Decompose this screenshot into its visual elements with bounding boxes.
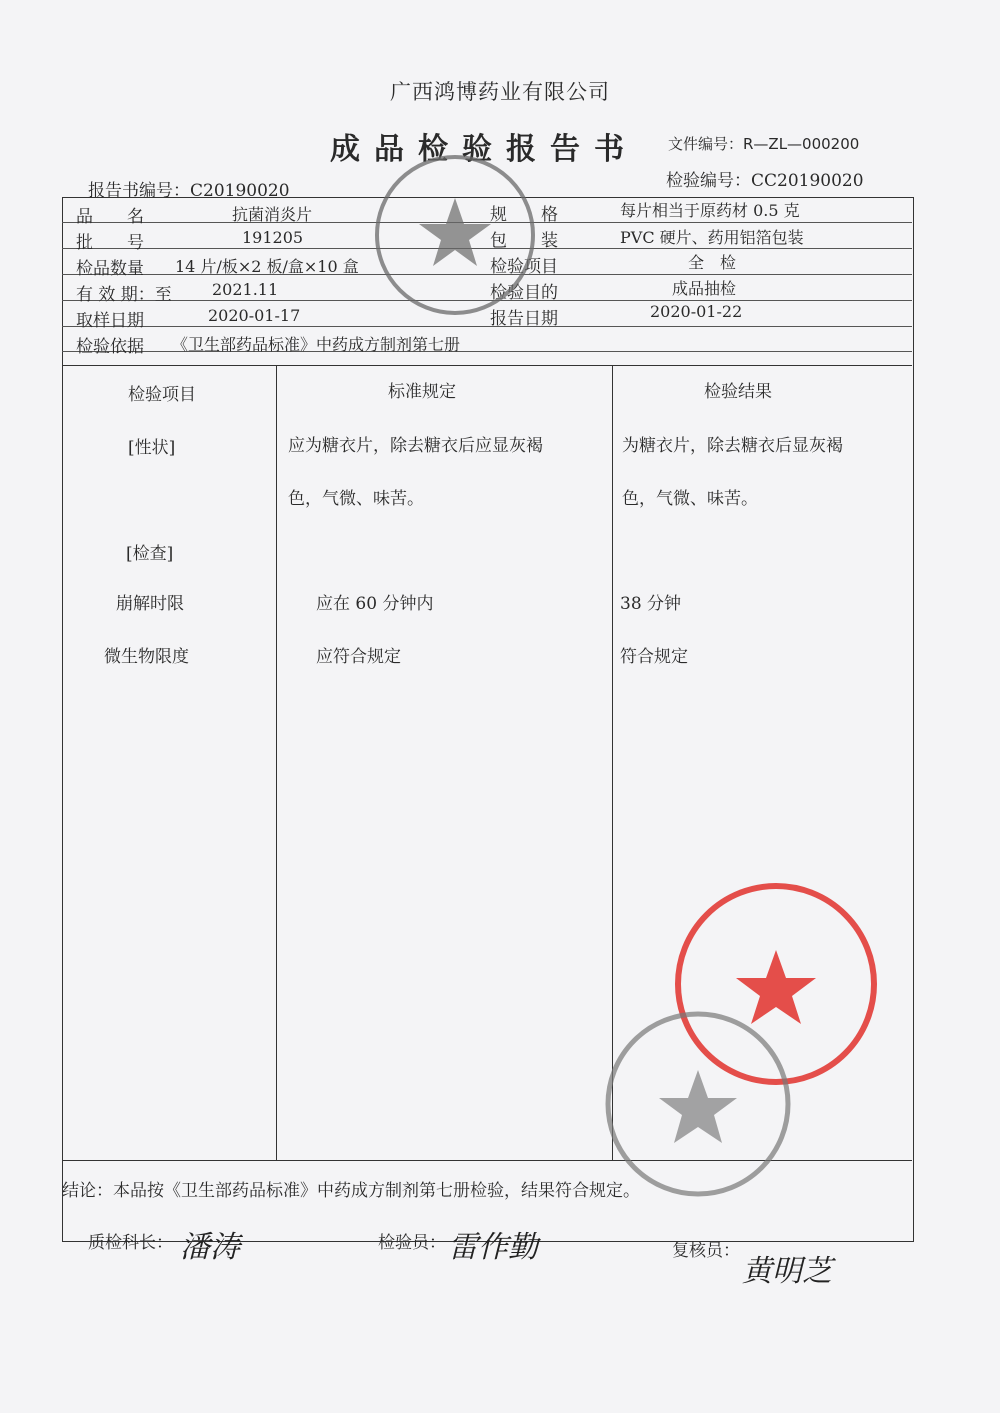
inspector-signature: 雷作勤 [448,1230,538,1265]
header-standard: 标准规定 [388,382,456,402]
package-label: 包 装 [490,231,558,251]
spec-label: 规 格 [490,205,558,225]
trait-standard-line2: 色，气微、味苦。 [288,489,424,509]
disintegration-label: 崩解时限 [116,594,184,614]
check-label: [检查] [126,544,174,564]
basis-value: 《卫生部药品标准》中药成方制剂第七册 [172,335,461,354]
microbe-result: 符合规定 [620,647,688,667]
spec-value: 每片相当于原药材 0.5 克 [620,201,800,220]
product-label: 品 名 [76,207,144,227]
basis-label: 检验依据 [76,337,144,357]
inspector-label: 检验员： [378,1233,446,1253]
disintegration-standard: 应在 60 分钟内 [316,594,434,614]
gray-quality-stamp [600,1006,796,1202]
report-date-label: 报告日期 [490,309,558,329]
company-seal-stamp [370,150,540,320]
microbe-standard: 应符合规定 [316,647,401,667]
batch-value: 191205 [242,228,304,247]
header-result: 检验结果 [704,382,772,402]
report-number: 报告书编号：C20190020 [88,181,290,201]
validity-value: 2021.11 [212,280,279,299]
microbe-label: 微生物限度 [104,647,189,667]
company-name: 广西鸿博药业有限公司 [390,80,610,104]
report-date-value: 2020-01-22 [650,302,743,321]
row-line [62,326,912,327]
batch-label: 批 号 [76,233,144,253]
package-value: PVC 硬片、药用铝箔包装 [620,228,804,247]
purpose-label: 检验目的 [490,283,558,303]
column-divider [276,365,277,1160]
disintegration-result: 38 分钟 [620,594,682,614]
trait-result-line1: 为糖衣片，除去糖衣后显灰褐 [622,436,843,456]
qty-label: 检品数量 [76,259,144,279]
sample-date-value: 2020-01-17 [208,306,301,325]
table-top-line [62,365,912,366]
document-title: 成品检验报告书 [330,132,638,167]
qty-value: 14 片/板×2 板/盒×10 盒 [175,257,359,276]
trait-label: [性状] [128,438,176,458]
trait-result-line2: 色，气微、味苦。 [622,489,758,509]
check-number: 检验编号：CC20190020 [666,171,864,191]
product-value: 抗菌消炎片 [232,205,313,224]
chief-signature: 潘涛 [180,1230,240,1265]
trait-standard-line1: 应为糖衣片，除去糖衣后应显灰褐 [288,436,543,456]
item-label: 检验项目 [490,257,558,277]
header-item: 检验项目 [128,385,196,405]
reviewer-label: 复核员： [672,1241,740,1261]
sample-date-label: 取样日期 [76,311,144,331]
reviewer-signature: 黄明芝 [742,1254,832,1289]
conclusion-text: 结论：本品按《卫生部药品标准》中药成方制剂第七册检验，结果符合规定。 [62,1181,640,1201]
file-number: 文件编号：R—ZL—000200 [668,135,860,153]
purpose-value: 成品抽检 [672,279,737,298]
chief-label: 质检科长： [88,1233,173,1253]
item-value: 全 检 [688,253,737,272]
validity-label: 有 效 期：至 [76,285,172,305]
